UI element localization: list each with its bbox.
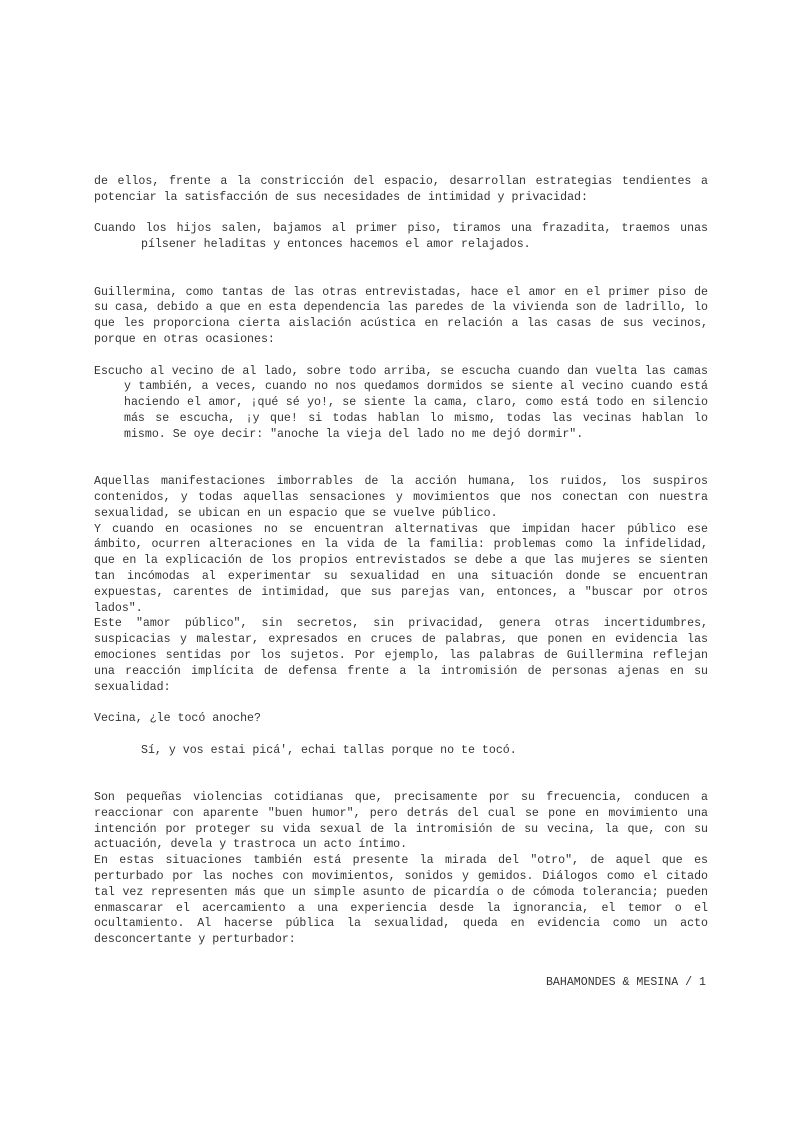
quote-2: Escucho al vecino de al lado, sobre todo arriba, se escucha cuando dan vuelta las camas y también, a veces, cuando no nos quedamos dormidos se siente al vecino cuando está haciendo el amor, ¡qué sé yo!, se siente la cama, claro, como está todo en silencio más se escucha, ¡y que! si todas hablan lo mismo, todas las vecinas hablan lo mismo. Se oye decir: "anoche la vieja del lado no me dejó dormir".	[94, 364, 708, 441]
paragraph-5: Este "amor público", sin secretos, sin privacidad, genera otras incertidumbres, suspicacias y malestar, expresados en cruces de palabras, que ponen en evidencia las emociones sentidas por los sujetos. Por ejemplo, las palabras de Guillermina reflejan una reacción implícita de defensa frente a la intromisión de personas ajenas en su sexualidad:	[94, 617, 708, 694]
dialogue-line-2: Sí, y vos estai picá', echai tallas porque no te tocó.	[141, 743, 517, 757]
paragraph-4: Y cuando en ocasiones no se encuentran alternativas que impidan hacer público ese ámbito, ocurren alteraciones en la vida de la familia: problemas como la infidelidad, que en la explicación de los propios entrevistados se debe a que las mujeres se sienten tan incómodas al experimentar su sexualidad en una situación donde se encuentran expuestas, carentes de intimidad, que sus parejas van, entonces, a "buscar por otros lados".	[94, 522, 708, 615]
document-body	[94, 174, 708, 948]
dialogue-line-1: Vecina, ¿le tocó anoche?	[94, 712, 261, 726]
paragraph-7: En estas situaciones también está presente la mirada del "otro", de aquel que es perturbado por las noches con movimientos, sonidos y gemidos. Diálogos como el citado tal vez representen más que un simple asunto de picardía o de cómoda tolerancia; pueden enmascarar el acercamiento a una experiencia desde la ignorancia, el temor o el ocultamiento. Al hacerse pública la sexualidad, queda en evidencia como un acto desconcertante y perturbador:	[94, 854, 708, 947]
page-footer: BAHAMONDES & MESINA / 1	[545, 976, 706, 989]
paragraph-3: Aquellas manifestaciones imborrables de la acción humana, los ruidos, los suspiros contenidos, y todas aquellas sensaciones y movimientos que nos conectan con nuestra sexualidad, se ubican en un espacio que se vuelve público.	[94, 475, 708, 520]
quote-1: Cuando los hijos salen, bajamos al primer piso, tiramos una frazadita, traemos unas pílsener heladitas y entonces hacemos el amor relajados.	[94, 222, 708, 252]
paragraph-6: Son pequeñas violencias cotidianas que, precisamente por su frecuencia, conducen a reaccionar con aparente "buen humor", pero detrás del cual se pone en movimiento una intención por proteger su vida sexual de la intromisión de su vecina, la que, con su actuación, devela y trastroca un acto íntimo.	[94, 791, 708, 852]
paragraph-2: Guillermina, como tantas de las otras entrevistadas, hace el amor en el primer piso de su casa, debido a que en esta dependencia las paredes de la vivienda son de ladrillo, lo que les proporciona cierta aislación acústica en relación a las casas de sus vecinos, porque en otras ocasiones:	[94, 285, 708, 346]
paragraph-1: de ellos, frente a la constricción del espacio, desarrollan estrategias tendientes a potenciar la satisfacción de sus necesidades de intimidad y privacidad:	[94, 175, 708, 204]
